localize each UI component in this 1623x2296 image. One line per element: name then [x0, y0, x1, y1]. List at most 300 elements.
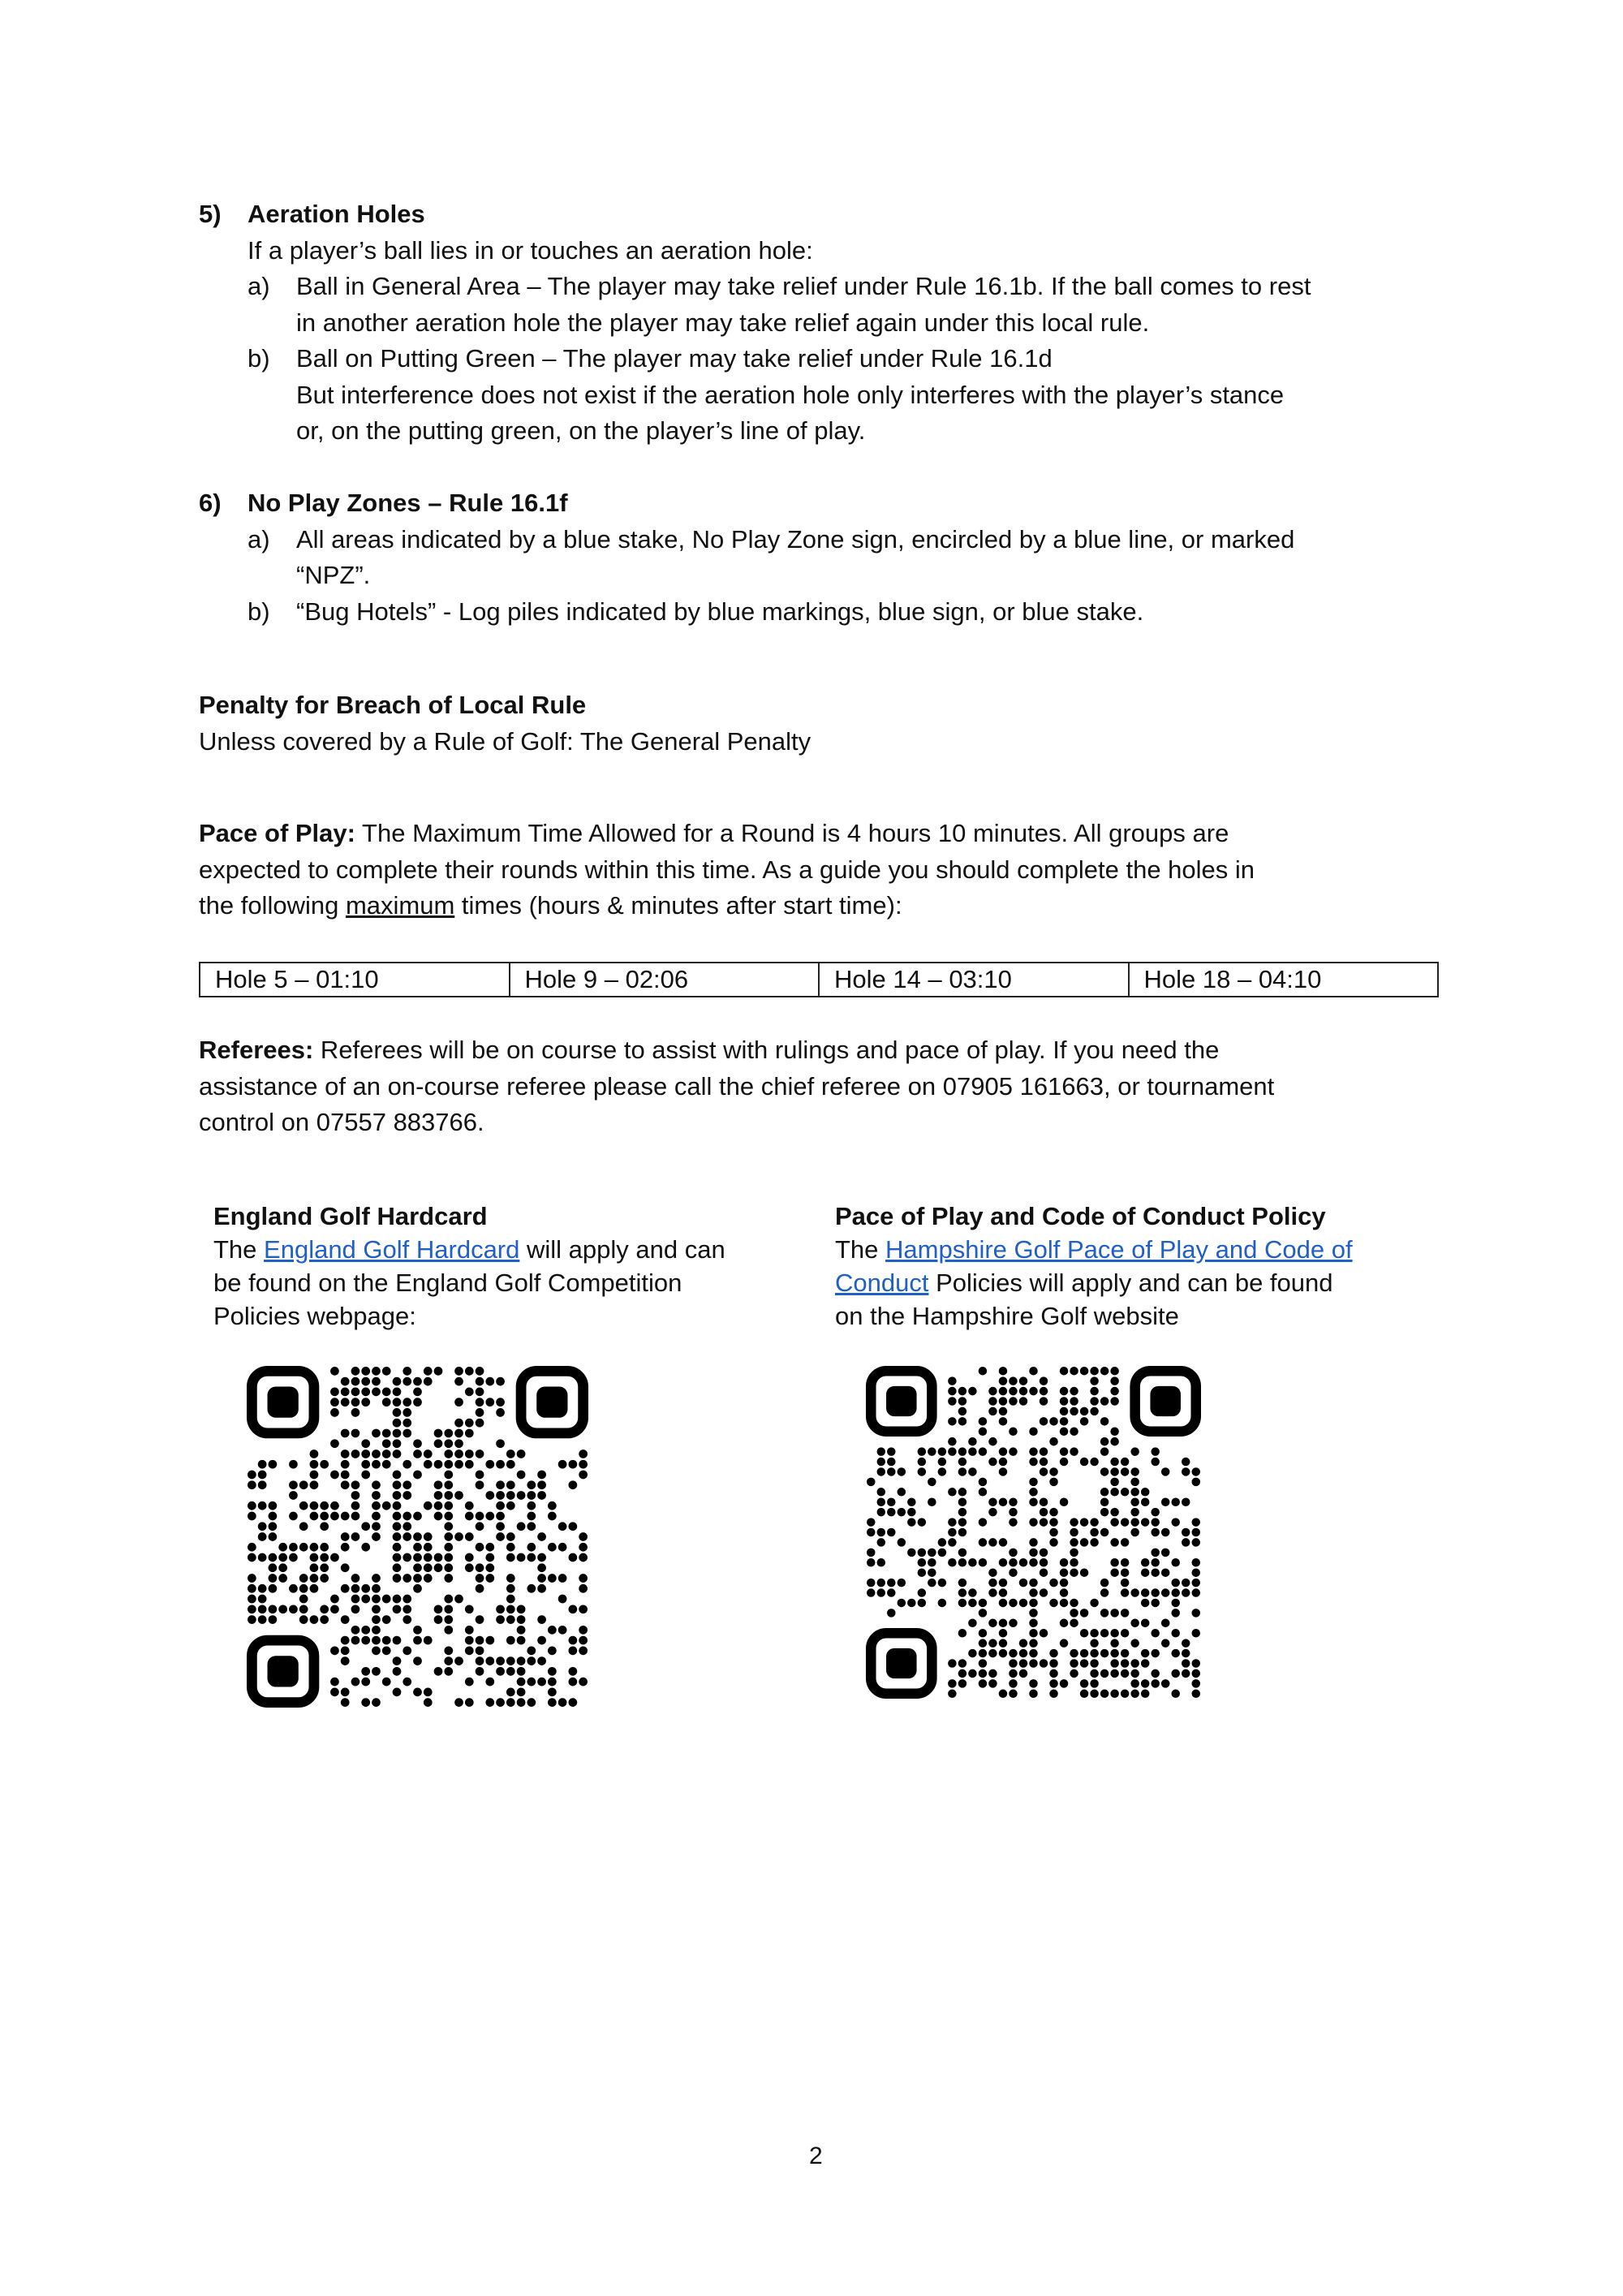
qr-module: [517, 1491, 526, 1500]
qr-module: [537, 1584, 546, 1593]
qr-module: [867, 1588, 876, 1597]
qr-module: [506, 1574, 515, 1583]
qr-module: [999, 1579, 1008, 1587]
pace-text: expected to complete their rounds within this time. As a guide you should complete the holes in: [199, 855, 1255, 884]
section-number: 5): [199, 200, 222, 228]
qr-module: [341, 1388, 350, 1397]
qr-module: [968, 1599, 977, 1608]
qr-module: [476, 1615, 484, 1624]
qr-module: [558, 1595, 567, 1604]
qr-module: [1110, 1387, 1119, 1396]
qr-module: [1161, 1679, 1170, 1688]
pace-text: times (hours & minutes after start time):: [454, 891, 902, 920]
qr-module: [1060, 1447, 1069, 1456]
qr-module: [999, 1458, 1008, 1467]
qr-module: [1121, 1669, 1130, 1678]
qr-module: [454, 1532, 463, 1541]
qr-module: [393, 1522, 402, 1531]
qr-module: [248, 1615, 256, 1624]
qr-module: [1121, 1488, 1130, 1497]
qr-module: [988, 1508, 997, 1517]
qr-module: [444, 1615, 453, 1624]
qr-module: [1191, 1579, 1200, 1587]
qr-module: [372, 1429, 381, 1438]
qr-module: [476, 1471, 484, 1480]
qr-module: [372, 1667, 381, 1676]
qr-module: [299, 1501, 308, 1510]
qr-module: [351, 1429, 360, 1438]
qr-module: [393, 1512, 402, 1521]
qr-module: [465, 1636, 474, 1645]
qr-module: [485, 1491, 494, 1500]
qr-module: [1151, 1568, 1160, 1577]
qr-module: [537, 1480, 546, 1489]
qr-module: [1191, 1568, 1200, 1577]
qr-module: [372, 1522, 381, 1531]
qr-module: [948, 1447, 957, 1456]
qr-module: [506, 1656, 515, 1665]
qr-module: [569, 1522, 578, 1531]
qr-module: [258, 1532, 267, 1541]
qr-module: [548, 1678, 557, 1686]
item-text: “Bug Hotels” - Log piles indicated by blue markings, blue sign, or blue stake.: [296, 597, 1144, 626]
qr-module: [1110, 1428, 1119, 1437]
qr-module: [999, 1376, 1008, 1385]
qr-module: [351, 1377, 360, 1386]
qr-module: [485, 1563, 494, 1572]
qr-module: [1029, 1518, 1038, 1527]
qr-module: [372, 1450, 381, 1458]
qr-module: [310, 1563, 319, 1572]
qr-module: [548, 1698, 557, 1707]
qr-module: [496, 1532, 505, 1541]
table-cell: Hole 5 – 01:10: [200, 963, 510, 997]
qr-module: [887, 1497, 896, 1506]
qr-module: [372, 1460, 381, 1469]
qr-module: [1009, 1599, 1018, 1608]
qr-module: [1009, 1518, 1018, 1527]
qr-module: [485, 1574, 494, 1583]
hardcard-qr-code[interactable]: [247, 1366, 588, 1708]
section-number: 6): [199, 489, 222, 517]
qr-module: [361, 1626, 370, 1635]
qr-module: [1049, 1579, 1058, 1587]
qr-module: [1191, 1588, 1200, 1597]
qr-module: [465, 1532, 474, 1541]
qr-module: [537, 1678, 546, 1686]
qr-module: [1130, 1467, 1139, 1476]
qr-module: [517, 1688, 526, 1697]
qr-module: [496, 1615, 505, 1624]
qr-module: [372, 1388, 381, 1397]
qr-module: [444, 1646, 453, 1655]
qr-module: [907, 1599, 916, 1608]
qr-module: [393, 1532, 402, 1541]
qr-module: [248, 1574, 256, 1583]
qr-module: [413, 1656, 422, 1665]
qr-module: [1090, 1659, 1099, 1668]
qr-module: [928, 1497, 936, 1506]
qr-module: [1182, 1579, 1190, 1587]
qr-module: [938, 1579, 947, 1587]
qr-module: [372, 1584, 381, 1593]
qr-module: [476, 1563, 484, 1572]
qr-module: [310, 1460, 319, 1469]
qr-module: [988, 1387, 997, 1396]
qr-module: [1070, 1609, 1078, 1618]
qr-module: [1040, 1458, 1048, 1467]
qr-module: [1060, 1568, 1069, 1577]
qr-module: [1130, 1659, 1139, 1668]
qr-module: [1110, 1467, 1119, 1476]
qr-module: [413, 1636, 422, 1645]
qr-module: [393, 1574, 402, 1583]
qr-module: [999, 1690, 1008, 1699]
qr-module: [485, 1656, 494, 1665]
item-label: a): [248, 524, 270, 554]
qr-module: [1110, 1639, 1119, 1648]
qr-module: [382, 1367, 391, 1376]
qr-module: [1080, 1458, 1089, 1467]
qr-module: [413, 1553, 422, 1562]
qr-module: [1182, 1649, 1190, 1658]
qr-module: [968, 1447, 977, 1456]
qr-module: [372, 1698, 381, 1707]
qr-module: [1151, 1458, 1160, 1467]
qr-module: [320, 1501, 329, 1510]
referees-text: Referees will be on course to assist with rulings and pace of play. If you need the: [313, 1036, 1220, 1064]
qr-module: [887, 1458, 896, 1467]
qr-module: [351, 1450, 360, 1458]
qr-module: [351, 1678, 360, 1686]
qr-module: [958, 1458, 967, 1467]
qr-module: [1049, 1467, 1058, 1476]
qr-module: [1090, 1458, 1099, 1467]
qr-module: [579, 1584, 588, 1593]
qr-module: [444, 1460, 453, 1469]
qr-module: [1100, 1669, 1109, 1678]
qr-module: [351, 1480, 360, 1489]
qr-module: [330, 1595, 339, 1604]
qr-module: [537, 1471, 546, 1480]
qr-module: [569, 1678, 578, 1686]
qr-module: [1009, 1649, 1018, 1658]
qr-module: [887, 1588, 896, 1597]
qr-module: [979, 1669, 988, 1678]
qr-module: [877, 1497, 886, 1506]
qr-module: [299, 1615, 308, 1624]
qr-module: [948, 1690, 957, 1699]
qr-module: [517, 1450, 526, 1458]
qr-module: [413, 1563, 422, 1572]
conduct-link[interactable]: Conduct: [835, 1269, 929, 1297]
qr-module: [393, 1419, 402, 1428]
qr-module: [1141, 1558, 1150, 1567]
qr-module: [1182, 1659, 1190, 1668]
qr-module: [918, 1599, 927, 1608]
qr-module: [1029, 1458, 1038, 1467]
qr-module: [269, 1553, 278, 1562]
qr-module: [330, 1553, 339, 1562]
qr-module: [506, 1501, 515, 1510]
qr-module: [979, 1367, 988, 1376]
qr-module: [248, 1595, 256, 1604]
qr-module: [269, 1615, 278, 1624]
qr-module: [1141, 1679, 1150, 1688]
qr-module: [434, 1553, 443, 1562]
qr-module: [1141, 1690, 1150, 1699]
qr-module: [1029, 1497, 1038, 1506]
qr-module: [1029, 1599, 1038, 1608]
qr-module: [1100, 1588, 1109, 1597]
qr-module: [454, 1595, 463, 1604]
qr-module: [1080, 1518, 1089, 1527]
qr-module: [444, 1429, 453, 1438]
qr-module: [867, 1579, 876, 1587]
qr-module: [988, 1579, 997, 1587]
qr-module: [999, 1599, 1008, 1608]
qr-module: [877, 1467, 886, 1476]
qr-module: [958, 1508, 967, 1517]
qr-module: [1080, 1679, 1089, 1688]
qr-module: [320, 1615, 329, 1624]
qr-module: [413, 1574, 422, 1583]
qr-module: [1090, 1397, 1099, 1406]
qr-module: [1141, 1588, 1150, 1597]
qr-module: [938, 1458, 947, 1467]
qr-module: [898, 1538, 906, 1547]
qr-module: [1080, 1629, 1089, 1638]
qr-module: [1130, 1508, 1139, 1517]
qr-module: [877, 1528, 886, 1537]
qr-module: [968, 1619, 977, 1628]
qr-module: [476, 1636, 484, 1645]
qr-module: [1130, 1528, 1139, 1537]
qr-module: [1110, 1458, 1119, 1467]
qr-module: [506, 1636, 515, 1645]
qr-module: [351, 1595, 360, 1604]
qr-module: [506, 1595, 515, 1604]
qr-module: [506, 1667, 515, 1676]
qr-finder-center: [1150, 1386, 1181, 1416]
qr-module: [548, 1543, 557, 1552]
qr-module: [444, 1656, 453, 1665]
qr-module: [1009, 1679, 1018, 1688]
qr-module: [517, 1471, 526, 1480]
qr-module: [413, 1532, 422, 1541]
qr-module: [454, 1698, 463, 1707]
qr-module: [476, 1667, 484, 1676]
qr-module: [382, 1615, 391, 1624]
qr-module: [465, 1367, 474, 1376]
qr-module: [1121, 1659, 1130, 1668]
qr-module: [999, 1558, 1008, 1567]
qr-module: [938, 1599, 947, 1608]
qr-module: [1100, 1367, 1109, 1376]
referees-text: assistance of an on-course referee please call the chief referee on 07905 161663, or tournament: [199, 1071, 1275, 1101]
qr-module: [1130, 1478, 1139, 1487]
qr-module: [979, 1639, 988, 1648]
conduct-qr-code[interactable]: [866, 1366, 1201, 1699]
qr-module: [517, 1615, 526, 1624]
qr-module: [310, 1543, 319, 1552]
qr-module: [248, 1584, 256, 1593]
pace-text: The Maximum Time Allowed for a Round is 4 hours 10 minutes. All groups are: [355, 819, 1229, 847]
qr-module: [1130, 1447, 1139, 1456]
qr-module: [898, 1467, 906, 1476]
qr-module: [1121, 1558, 1130, 1567]
qr-module: [1171, 1609, 1180, 1618]
qr-module: [506, 1584, 515, 1593]
qr-module: [979, 1558, 988, 1567]
qr-module: [310, 1450, 319, 1458]
qr-module: [979, 1599, 988, 1608]
qr-module: [372, 1532, 381, 1541]
qr-module: [537, 1563, 546, 1572]
qr-module: [1130, 1588, 1139, 1597]
qr-module: [1171, 1690, 1180, 1699]
qr-module: [506, 1688, 515, 1697]
qr-module: [579, 1553, 588, 1562]
qr-module: [444, 1480, 453, 1489]
qr-module: [999, 1629, 1008, 1638]
qr-module: [393, 1543, 402, 1552]
qr-module: [413, 1688, 422, 1697]
qr-module: [988, 1538, 997, 1547]
qr-module: [361, 1398, 370, 1406]
qr-module: [1040, 1376, 1048, 1385]
qr-module: [1009, 1549, 1018, 1557]
qr-module: [1100, 1437, 1109, 1446]
qr-module: [979, 1649, 988, 1658]
qr-module: [393, 1688, 402, 1697]
hardcard-link[interactable]: England Golf Hardcard: [264, 1235, 520, 1264]
qr-module: [382, 1429, 391, 1438]
qr-module: [1060, 1558, 1069, 1567]
qr-module: [1141, 1518, 1150, 1527]
qr-module: [579, 1636, 588, 1645]
qr-module: [269, 1512, 278, 1521]
qr-module: [393, 1605, 402, 1613]
qr-module: [248, 1480, 256, 1489]
qr-module: [1009, 1619, 1018, 1628]
qr-module: [278, 1553, 287, 1562]
qr-module: [548, 1512, 557, 1521]
qr-module: [1029, 1538, 1038, 1547]
qr-module: [444, 1512, 453, 1521]
qr-module: [1141, 1599, 1150, 1608]
qr-module: [289, 1460, 298, 1469]
qr-module: [1019, 1376, 1028, 1385]
qr-module: [248, 1501, 256, 1510]
qr-module: [877, 1488, 886, 1497]
qr-module: [907, 1518, 916, 1527]
qr-module: [269, 1574, 278, 1583]
qr-module: [341, 1512, 350, 1521]
qr-module: [887, 1579, 896, 1587]
qr-module: [1100, 1528, 1109, 1537]
qr-module: [1019, 1659, 1028, 1668]
qr-module: [372, 1491, 381, 1500]
section-intro: If a player’s ball lies in or touches an aeration hole:: [248, 235, 813, 265]
qr-module: [1182, 1669, 1190, 1678]
qr-module: [444, 1471, 453, 1480]
qr-module: [537, 1491, 546, 1500]
qr-module: [299, 1543, 308, 1552]
qr-module: [898, 1508, 906, 1517]
qr-module: [867, 1549, 876, 1557]
qr-module: [958, 1528, 967, 1537]
qr-module: [444, 1543, 453, 1552]
qr-module: [496, 1667, 505, 1676]
qr-module: [1040, 1558, 1048, 1567]
qr-module: [248, 1543, 256, 1552]
qr-module: [496, 1698, 505, 1707]
qr-module: [1121, 1568, 1130, 1577]
pace-text: the following: [199, 891, 346, 920]
qr-module: [1080, 1649, 1089, 1658]
qr-module: [877, 1579, 886, 1587]
qr-module: [1009, 1397, 1018, 1406]
qr-module: [918, 1447, 927, 1456]
qr-module: [1060, 1397, 1069, 1406]
qr-module: [403, 1574, 411, 1583]
qr-module: [948, 1417, 957, 1426]
qr-module: [341, 1460, 350, 1469]
qr-module: [907, 1549, 916, 1557]
qr-module: [1060, 1367, 1069, 1376]
qr-module: [1090, 1679, 1099, 1688]
qr-module: [999, 1588, 1008, 1597]
qr-module: [1121, 1690, 1130, 1699]
hardcard-text: will apply and can: [519, 1235, 725, 1264]
qr-module: [1110, 1609, 1119, 1618]
qr-module: [1060, 1588, 1069, 1597]
qr-module: [1090, 1649, 1099, 1658]
qr-module: [979, 1609, 988, 1618]
qr-module: [258, 1501, 267, 1510]
qr-module: [548, 1646, 557, 1655]
qr-module: [454, 1419, 463, 1428]
qr-module: [1151, 1669, 1160, 1678]
qr-module: [1191, 1478, 1200, 1487]
qr-module: [485, 1377, 494, 1386]
qr-module: [979, 1428, 988, 1437]
conduct-title: Pace of Play and Code of Conduct Policy: [835, 1202, 1326, 1230]
qr-module: [424, 1543, 433, 1552]
qr-module: [1040, 1397, 1048, 1406]
qr-module: [1040, 1588, 1048, 1597]
qr-module: [330, 1501, 339, 1510]
qr-module: [1040, 1447, 1048, 1456]
qr-module: [496, 1439, 505, 1448]
qr-module: [1121, 1458, 1130, 1467]
qr-module: [465, 1646, 474, 1655]
qr-module: [569, 1605, 578, 1613]
qr-module: [506, 1615, 515, 1624]
qr-module: [1121, 1588, 1130, 1597]
qr-module: [898, 1488, 906, 1497]
qr-module: [1110, 1568, 1119, 1577]
qr-module: [979, 1659, 988, 1668]
qr-module: [1161, 1528, 1170, 1537]
qr-module: [999, 1639, 1008, 1648]
qr-module: [1060, 1428, 1069, 1437]
qr-module: [1080, 1407, 1089, 1416]
conduct-link[interactable]: Hampshire Golf Pace of Play and Code of: [885, 1235, 1353, 1264]
qr-module: [320, 1522, 329, 1531]
qr-module: [1040, 1508, 1048, 1517]
